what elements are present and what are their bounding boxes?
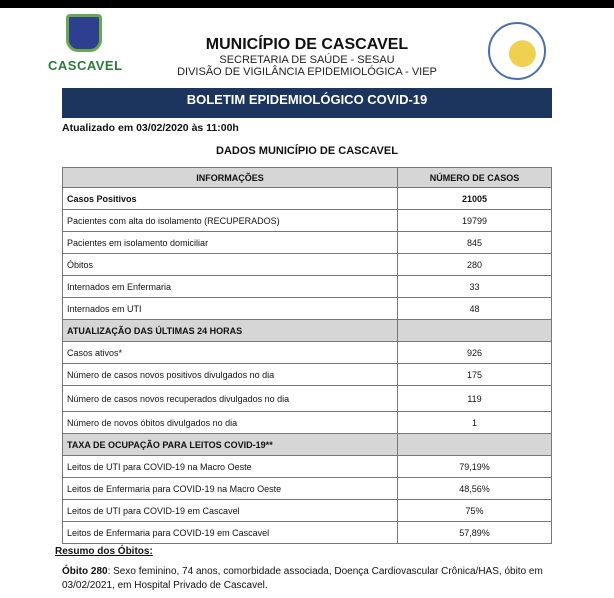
row-label: Internados em UTI: [63, 298, 398, 320]
row-label: Número de novos óbitos divulgados no dia: [63, 412, 398, 434]
table-row: [63, 522, 552, 544]
row-value: 57,89%: [398, 522, 552, 544]
death-summary: [62, 565, 572, 593]
secretaria: SECRETARIA DE SAÚDE - SESAU: [219, 53, 395, 66]
table-row: [63, 478, 552, 500]
header-info: INFORMAÇÕES: [63, 168, 398, 188]
data-table: [62, 167, 552, 544]
divisao: DIVISÃO DE VIGILÂNCIA EPIDEMIOLÓGICA - VIEP: [177, 65, 437, 78]
row-label: Número de casos novos recuperados divulgados no dia: [63, 386, 398, 412]
row-value: 33: [398, 276, 552, 298]
row-value: 926: [398, 342, 552, 364]
table-row: [63, 342, 552, 364]
row-value: 21005: [398, 188, 552, 210]
row-value: 75%: [398, 500, 552, 522]
municipality-title: MUNICÍPIO DE CASCAVEL: [205, 36, 409, 53]
top-bar: [0, 0, 614, 8]
table-row: [63, 276, 552, 298]
row-value: 48: [398, 298, 552, 320]
document-header: [150, 36, 464, 78]
row-label: Óbitos: [63, 254, 398, 276]
row-value: 48,56%: [398, 478, 552, 500]
bulletin-banner: BOLETIM EPIDEMIOLÓGICO COVID-19: [62, 88, 552, 118]
row-value: [398, 434, 552, 456]
row-label: Leitos de Enfermaria para COVID-19 em Cascavel: [63, 522, 398, 544]
row-value: 119: [398, 386, 552, 412]
death-text: : Sexo feminino, 74 anos, comorbidade associada, Doença Cardiovascular Crônica/HAS, óbito em 03/02/2021, em Hospital Privado de Cascavel.: [62, 566, 543, 591]
row-value: 19799: [398, 210, 552, 232]
row-value: 175: [398, 364, 552, 386]
row-label: Número de casos novos positivos divulgados no dia: [63, 364, 398, 386]
row-value: 280: [398, 254, 552, 276]
viep-logo: [488, 22, 546, 80]
row-value: [398, 320, 552, 342]
section-title: DADOS MUNICÍPIO DE CASCAVEL: [216, 145, 398, 157]
table-row: [63, 364, 552, 386]
row-label: Pacientes em isolamento domiciliar: [63, 232, 398, 254]
summary-title: Resumo dos Óbitos:: [55, 546, 153, 557]
table-row: [63, 412, 552, 434]
coat-of-arms-icon: [66, 14, 102, 52]
section-row: [63, 434, 552, 456]
table-row: [63, 298, 552, 320]
table-row: [63, 210, 552, 232]
header-cases: NÚMERO DE CASOS: [398, 168, 552, 188]
section-row: [63, 320, 552, 342]
table-row: [63, 456, 552, 478]
table-row: [63, 188, 552, 210]
table-header: [63, 168, 552, 188]
death-label: Óbito 280: [62, 566, 108, 577]
row-label: TAXA DE OCUPAÇÃO PARA LEITOS COVID-19**: [63, 434, 398, 456]
row-value: 1: [398, 412, 552, 434]
row-label: Leitos de Enfermaria para COVID-19 na Macro Oeste: [63, 478, 398, 500]
table-row: [63, 386, 552, 412]
row-label: ATUALIZAÇÃO DAS ÚLTIMAS 24 HORAS: [63, 320, 398, 342]
table-row: [63, 232, 552, 254]
row-label: Casos ativos*: [63, 342, 398, 364]
row-value: 845: [398, 232, 552, 254]
row-label: Pacientes com alta do isolamento (RECUPERADOS): [63, 210, 398, 232]
row-value: 79,19%: [398, 456, 552, 478]
table-row: [63, 500, 552, 522]
cascavel-logo: [48, 14, 123, 74]
row-label: Leitos de UTI para COVID-19 na Macro Oeste: [63, 456, 398, 478]
row-label: Casos Positivos: [63, 188, 398, 210]
logo-text: CASCAVEL: [48, 58, 123, 73]
updated-text: Atualizado em 03/02/2020 às 11:00h: [62, 122, 239, 134]
table-row: [63, 254, 552, 276]
row-label: Leitos de UTI para COVID-19 em Cascavel: [63, 500, 398, 522]
row-label: Internados em Enfermaria: [63, 276, 398, 298]
